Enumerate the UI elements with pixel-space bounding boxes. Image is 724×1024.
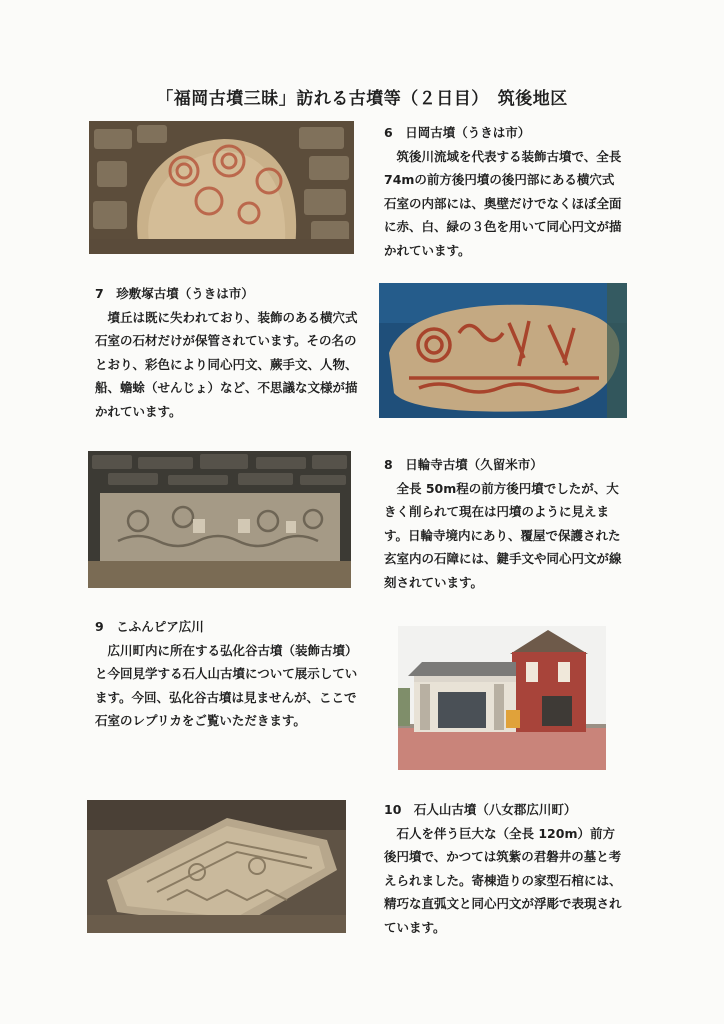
section-body: 筑後川流域を代表する装飾古墳で、全長 74mの前方後円墳の後円部にある横穴式石室の内部には、奥壁だけでなくほぼ全面に赤、白、緑の３色を用いて同心円文が描かれています。	[384, 148, 622, 258]
section-heading: 10 石人山古墳（八女郡広川町）	[384, 802, 577, 817]
section-heading: 9 こふんピア広川	[95, 619, 204, 634]
sekijinsan-kofun-photo	[87, 800, 346, 933]
page-title: 「福岡古墳三昧」訪れる古墳等（２日目） 筑後地区	[156, 89, 568, 109]
kofun-pia-hirokawa-photo	[398, 626, 606, 770]
section-heading: 7 珍敷塚古墳（うきは市）	[95, 286, 254, 301]
section-body: 墳丘は既に失われており、装飾のある横穴式石室の石材だけが保管されています。その名のとおり、彩色により同心円文、蕨手文、人物、船、蟾蜍（せんじょ）など、不思議な文様が描かれています。	[95, 309, 358, 419]
section-heading: 8 日輪寺古墳（久留米市）	[384, 457, 543, 472]
section-6	[384, 121, 624, 262]
section-body: 全長 50m程の前方後円墳でしたが、大きく削られて現在は円墳のように見えます。日輪寺境内にあり、覆屋で保護された玄室内の石障には、鍵手文や同心円文が線刻されています。	[384, 480, 622, 590]
mezurashizuka-kofun-photo	[379, 283, 627, 418]
section-9	[95, 615, 367, 733]
nichirinji-kofun-photo	[88, 451, 351, 588]
section-heading: 6 日岡古墳（うきは市）	[384, 125, 531, 140]
section-body: 石人を伴う巨大な（全長 120m）前方後円墳で、かつては筑紫の君磐井の墓と考えられました。寄棟造りの家型石棺には、精巧な直弧文と同心円文が浮彫で表現されています。	[384, 825, 622, 935]
section-8	[384, 453, 624, 594]
section-body: 広川町内に所在する弘化谷古墳（装飾古墳）と今回見学する石人山古墳について展示しています。今回、弘化谷古墳は見ませんが、ここで石室のレプリカをご覧いただきます。	[95, 642, 358, 728]
hioka-kofun-photo	[89, 121, 354, 254]
section-7	[95, 282, 365, 423]
section-10	[384, 798, 624, 939]
